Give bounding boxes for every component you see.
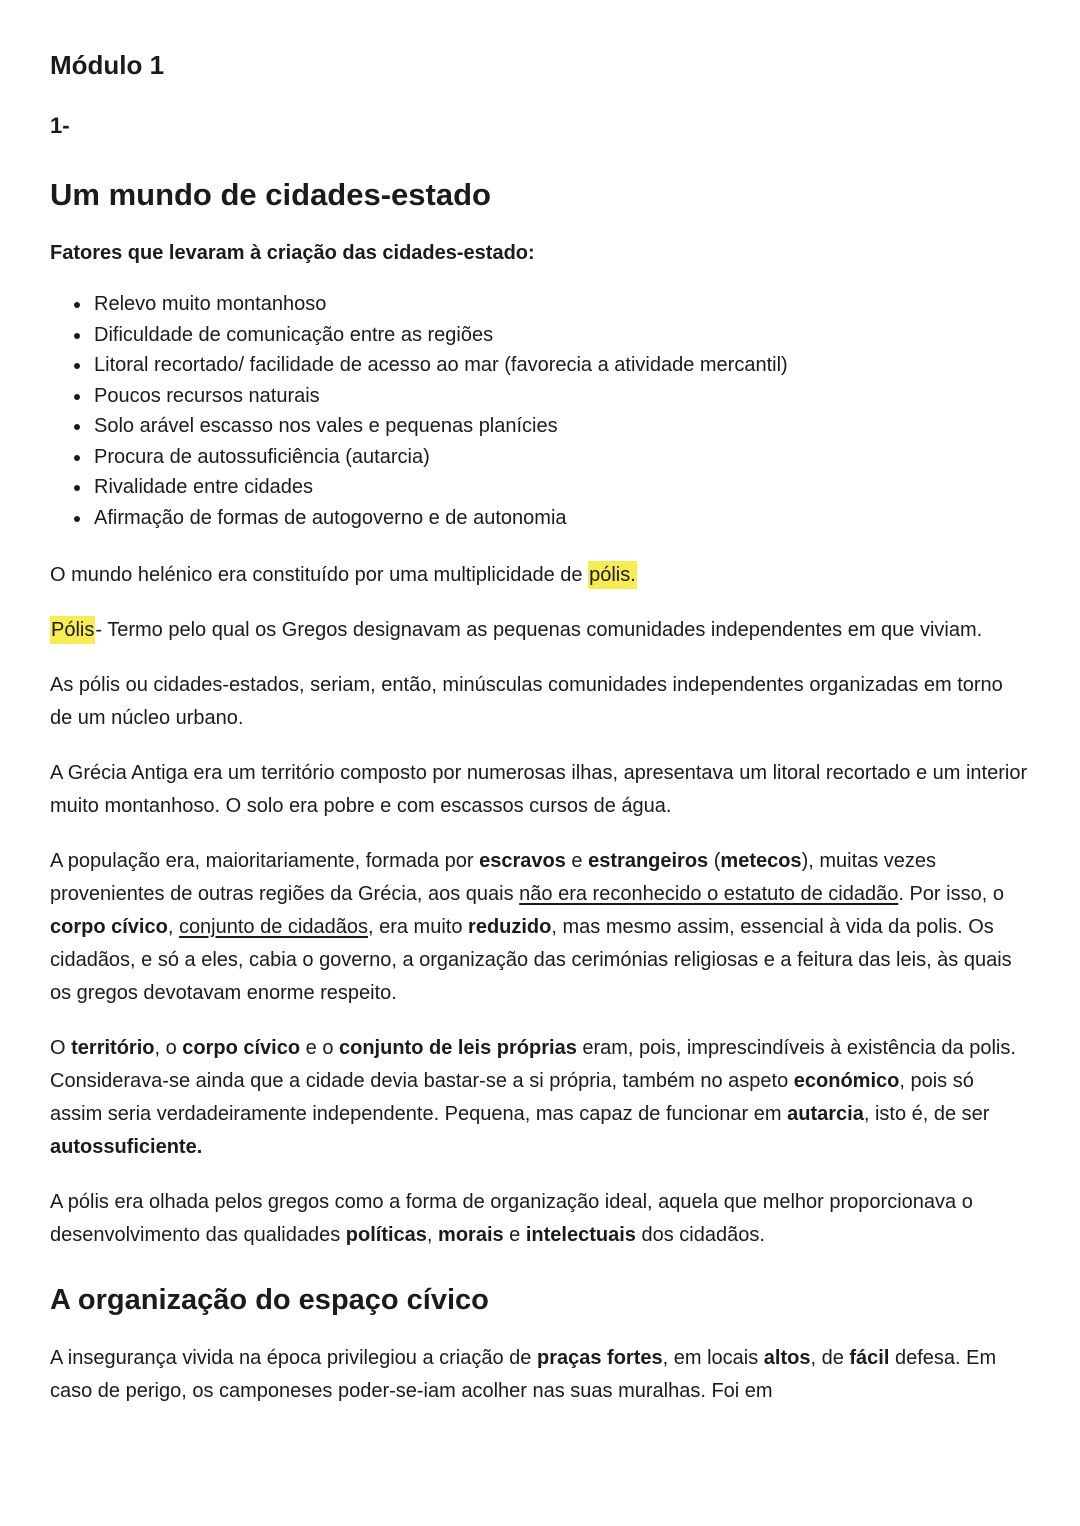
factors-heading: Fatores que levaram à criação das cidades-estado: <box>50 242 535 265</box>
module-title: Módulo 1 <box>50 50 165 80</box>
text-segment: corpo cívico <box>50 916 168 939</box>
text-segment: As pólis ou cidades-estados, seriam, então, minúsculas comunidades independentes organizadas em torno de um núcleo urbano. <box>50 674 1003 730</box>
paragraph-ancient-greece <box>50 757 1028 823</box>
text-segment: A insegurança vivida na época privilegiou a criação de <box>50 1347 537 1370</box>
text-segment: autossuficiente. <box>50 1136 203 1159</box>
text-segment: A população era, maioritariamente, formada por <box>50 850 480 873</box>
text-segment: metecos <box>720 850 802 873</box>
text-segment: conjunto de cidadãos <box>178 916 368 939</box>
paragraph-helenic-world <box>50 559 1028 592</box>
factors-list <box>50 289 1028 533</box>
text-segment: fácil <box>849 1347 890 1370</box>
text-segment: praças fortes <box>536 1347 663 1370</box>
factor-item: • Poucos recursos naturais <box>92 381 1028 412</box>
text-segment: e <box>503 1224 526 1247</box>
section-heading: A organização do espaço cívico <box>50 1284 489 1317</box>
text-segment: O mundo helénico era constituído por uma multiplicidade de <box>50 564 589 587</box>
paragraph-insecurity <box>50 1342 1028 1408</box>
text-segment: , pois só assim seria verdadeiramente independente. Pequena, mas capaz de funcionar em <box>50 1070 974 1126</box>
text-segment: altos <box>763 1347 811 1370</box>
text-segment: intelectuais <box>525 1224 636 1247</box>
text-segment: estrangeiros <box>588 850 709 873</box>
text-segment: . Por isso, o <box>898 883 1004 906</box>
text-segment: , em locais <box>662 1347 764 1370</box>
factor-item: • Rivalidade entre cidades <box>92 472 1028 503</box>
text-segment: reduzido <box>468 916 552 939</box>
text-segment: políticas <box>345 1224 427 1247</box>
paragraph-population <box>50 845 1028 1010</box>
text-segment: ( <box>708 850 721 873</box>
text-segment: território <box>71 1037 155 1060</box>
text-segment: corpo cívico <box>182 1037 301 1060</box>
text-segment: e o <box>300 1037 339 1060</box>
section-number: 1- <box>50 113 70 139</box>
text-segment: O <box>50 1037 72 1060</box>
paragraph-polis-cities <box>50 669 1028 735</box>
text-segment: autarcia <box>787 1103 864 1126</box>
paragraph-territory <box>50 1032 1028 1164</box>
text-segment: morais <box>438 1224 504 1247</box>
text-segment: Pólis <box>50 616 95 644</box>
text-segment: , era muito <box>367 916 469 939</box>
paragraph-polis-definition <box>50 614 1028 647</box>
factor-item: • Litoral recortado/ facilidade de acesso ao mar (favorecia a atividade mercantil) <box>92 350 1028 381</box>
text-segment: económico <box>793 1070 900 1093</box>
text-segment: , isto é, de ser <box>863 1103 990 1126</box>
text-segment: A Grécia Antiga era um território composto por numerosas ilhas, apresentava um litoral recortado e um interior muito montanhoso. O solo era pobre e com escassos cursos de água. <box>50 762 1028 818</box>
text-segment: , mas mesmo assim, essencial à vida da polis. Os cidadãos, e só a eles, cabia o governo, a organização das cerimónias religiosas e a feitura das leis, às quais os gregos devotavam enorme respeito. <box>50 916 1012 1005</box>
text-segment: escravos <box>479 850 566 873</box>
text-segment: pólis. <box>588 561 637 589</box>
main-heading: Um mundo de cidades-estado <box>50 176 491 212</box>
factor-item: • Solo arável escasso nos vales e pequenas planícies <box>92 411 1028 442</box>
factor-item: • Procura de autossuficiência (autarcia) <box>92 442 1028 473</box>
text-segment: dos cidadãos. <box>635 1224 765 1247</box>
text-segment: A pólis era olhada pelos gregos como a forma de organização ideal, aquela que melhor proporcionava o desenvolvimento das qualidades <box>50 1191 973 1247</box>
text-segment: - Termo pelo qual os Gregos designavam as pequenas comunidades independentes em que viviam. <box>95 619 983 642</box>
text-segment: , de <box>810 1347 850 1370</box>
factor-item: • Afirmação de formas de autogoverno e de autonomia <box>92 503 1028 534</box>
text-segment: , o <box>154 1037 183 1060</box>
text-segment: defesa. Em caso de perigo, os camponeses poder-se-iam acolher nas suas muralhas. Foi em <box>50 1347 997 1403</box>
text-segment: não era reconhecido o estatuto de cidadão <box>519 883 899 906</box>
text-segment: conjunto de leis próprias <box>339 1037 577 1060</box>
factor-item: • Relevo muito montanhoso <box>92 289 1028 320</box>
text-segment: e <box>565 850 589 873</box>
text-segment: , <box>167 916 179 939</box>
text-segment: , <box>426 1224 439 1247</box>
text-segment: ), muitas vezes provenientes de outras regiões da Grécia, aos quais <box>50 850 937 906</box>
factor-item: • Dificuldade de comunicação entre as regiões <box>92 320 1028 351</box>
paragraph-ideal-polis <box>50 1186 1028 1252</box>
text-segment: eram, pois, imprescindíveis à existência da polis. Considerava-se ainda que a cidade devia bastar-se a si própria, também no aspeto <box>50 1037 1016 1093</box>
